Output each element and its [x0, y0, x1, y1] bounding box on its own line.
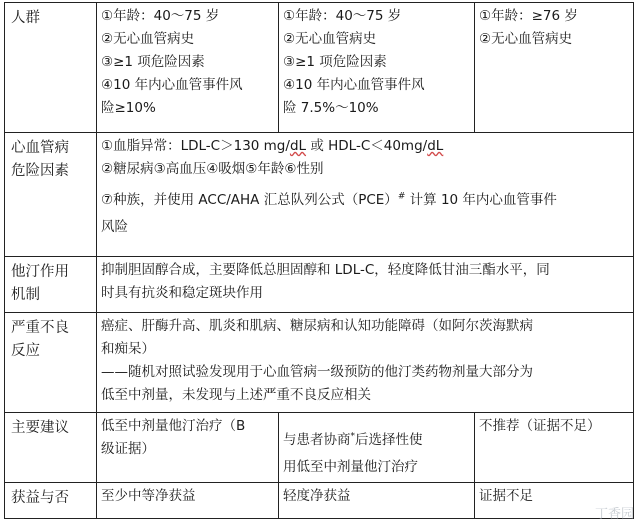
consult-text: 与患者协商	[283, 432, 351, 448]
ldl-criterion: ①血脂异常：LDL-C＞130 mg/	[101, 138, 290, 154]
adverse-line: 低至中剂量，未发现与上述严重不良反应相关	[101, 387, 371, 403]
population-col3	[475, 3, 634, 133]
row-label-line: 他汀作用	[11, 264, 69, 280]
row-label-line: 严重不良	[11, 320, 69, 336]
benefit-col1: 至少中等净获益	[97, 483, 279, 519]
recommendation-line: 用低至中剂量他汀治疗	[283, 459, 418, 475]
risk-factor-line-3	[101, 189, 629, 212]
risk-factor-line-1	[101, 135, 629, 158]
row-label-line: 危险因素	[11, 163, 69, 179]
population-col2-line: ④10 年内心血管事件风	[283, 77, 425, 93]
watermark-logo: 丁香园	[594, 507, 634, 522]
selective-text: 后选择性使	[355, 432, 423, 448]
row-label-mechanism	[5, 257, 97, 313]
race-pce-text: ⑦种族，并使用 ACC/AHA 汇总队列公式（PCE）	[101, 192, 398, 208]
mechanism-line: 时具有抗炎和稳定斑块作用	[101, 285, 263, 301]
risk-factors-content	[97, 133, 634, 257]
statin-recommendation-table	[4, 2, 634, 519]
adverse-line: 癌症、肝酶升高、肌炎和肌病、糖尿病和认知功能障碍（如阿尔茨海默病	[101, 318, 533, 334]
benefit-col2: 轻度净获益	[279, 483, 475, 519]
population-col3-line: ①年龄：≥76 岁	[479, 8, 578, 24]
population-col1-line: ①年龄：40～75 岁	[101, 8, 220, 24]
table-row-benefit	[5, 483, 634, 519]
population-col2	[279, 3, 475, 133]
population-col2-line: ③≥1 项危险因素	[283, 54, 387, 70]
hdl-criterion: 或 HDL-C＜40mg/	[306, 138, 428, 154]
population-col1-line: ③≥1 项危险因素	[101, 54, 205, 70]
population-col1	[97, 3, 279, 133]
row-label-line: 机制	[11, 287, 40, 303]
footnote-mark: *	[350, 431, 355, 442]
recommendation-line: 级证据）	[101, 441, 155, 457]
row-label-adverse	[5, 313, 97, 413]
row-label-line: 心血管病	[11, 140, 69, 156]
row-label-population: 人群	[5, 3, 97, 133]
mechanism-content	[97, 257, 634, 313]
table-row-population	[5, 3, 634, 133]
population-col3-line: ②无心血管病史	[479, 31, 573, 47]
mechanism-line: 抑制胆固醇合成，主要降低总胆固醇和 LDL-C，轻度降低甘油三酯水平，同	[101, 262, 550, 278]
table-row-recommendation	[5, 413, 634, 483]
recommendation-col2	[279, 413, 475, 483]
risk-factor-line-4: 风险	[101, 219, 128, 235]
benefit-col3: 证据不足	[475, 483, 634, 519]
population-col1-line: 险≥10%	[101, 100, 156, 116]
table-row-adverse	[5, 313, 634, 413]
population-col2-line: 险 7.5%～10%	[283, 100, 379, 116]
recommendation-col1	[97, 413, 279, 483]
footnote-mark: #	[397, 191, 406, 202]
race-pce-tail: 计算 10 年内心血管事件	[405, 192, 557, 208]
population-col2-line: ②无心血管病史	[283, 31, 377, 47]
population-col1-line: ②无心血管病史	[101, 31, 195, 47]
unit-dl: dL	[289, 138, 307, 154]
table-row-risk-factors	[5, 133, 634, 257]
row-label-recommendation: 主要建议	[5, 413, 97, 483]
recommendation-line: 不推荐（证据不足）	[479, 418, 601, 434]
risk-factor-line-2: ②糖尿病③高血压④吸烟⑤年龄⑥性别	[101, 161, 324, 177]
population-col2-line: ①年龄：40～75 岁	[283, 8, 402, 24]
population-col1-line: ④10 年内心血管事件风	[101, 77, 243, 93]
recommendation-line: 低至中剂量他汀治疗（B	[101, 418, 246, 434]
adverse-line: 和痴呆）	[101, 341, 155, 357]
table-row-mechanism	[5, 257, 634, 313]
recommendation-line	[283, 429, 470, 452]
row-label-benefit: 获益与否	[5, 483, 97, 519]
adverse-content	[97, 313, 634, 413]
unit-dl: dL	[427, 138, 444, 154]
row-label-line: 反应	[11, 343, 40, 359]
row-label-risk-factors	[5, 133, 97, 257]
recommendation-col3	[475, 413, 634, 483]
adverse-line: ——随机对照试验发现用于心血管病一级预防的他汀类药物剂量大部分为	[101, 364, 533, 380]
